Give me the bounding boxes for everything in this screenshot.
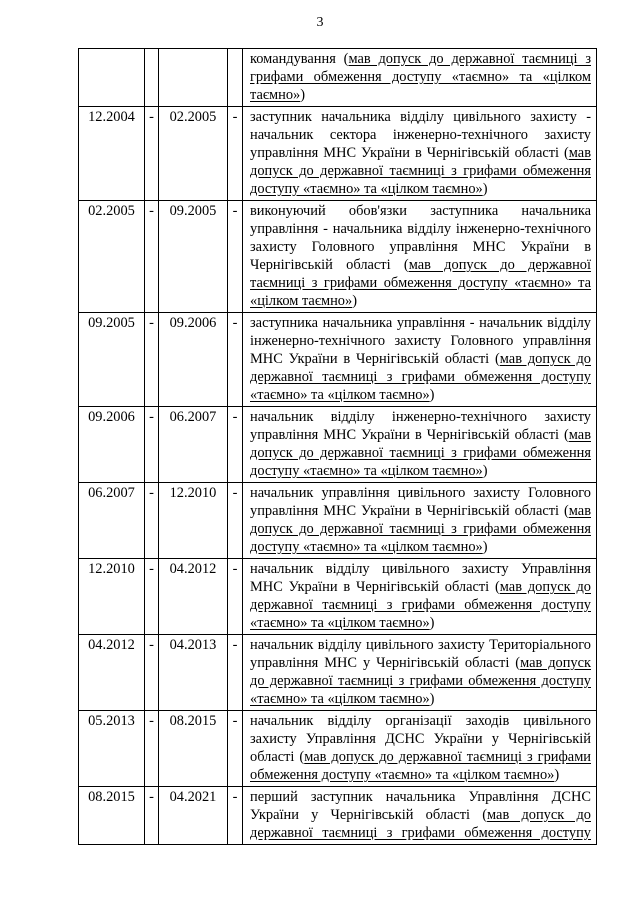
position-text-suffix: ) [300,87,306,103]
description-separator-cell: - [228,201,243,313]
date-from-cell: 02.2005 [79,201,145,313]
position-text: перший заступник начальника Управління ДСНС України у Чернігівській області ( [250,789,591,823]
position-text-suffix: ) [429,387,435,403]
date-from-cell [79,49,145,107]
date-separator-cell: - [145,559,159,635]
career-row [79,107,597,201]
date-from-cell: 04.2012 [79,635,145,711]
date-separator-cell: - [145,787,159,845]
date-separator-cell: - [145,483,159,559]
date-to-cell: 04.2013 [159,635,228,711]
career-row [79,635,597,711]
secrecy-clearance-underlined-text: мав допуск до державної таємниці з грифами обмеження доступу «таємно» та «цілком таємно» [250,579,591,631]
position-text: начальник відділу цивільного захисту Управління МНС України в Чернігівській області ( [250,561,591,595]
date-separator-cell: - [145,407,159,483]
position-description-cell [243,559,597,635]
career-row [79,483,597,559]
career-row [79,407,597,483]
date-to-cell: 12.2010 [159,483,228,559]
date-separator-cell: - [145,711,159,787]
career-row [79,49,597,107]
date-to-cell: 04.2021 [159,787,228,845]
description-separator-cell: - [228,407,243,483]
description-separator-cell: - [228,787,243,845]
description-separator-cell: - [228,711,243,787]
position-text: командування ( [250,51,349,67]
date-to-cell: 02.2005 [159,107,228,201]
date-to-cell: 08.2015 [159,711,228,787]
page-number: 3 [316,15,324,30]
date-separator-cell: - [145,313,159,407]
secrecy-clearance-underlined-text: мав допуск до державної таємниці з грифами обмеження доступу «таємно» та «цілком таємно» [250,503,591,555]
secrecy-clearance-underlined-text: мав допуск до державної таємниці з грифами обмеження доступу «таємно» та «цілком таємно» [250,351,591,403]
position-text-suffix: ) [482,181,488,197]
secrecy-clearance-underlined-text: мав допуск до державної таємниці з грифами обмеження доступу «таємно» та «цілком таємно» [250,257,592,309]
date-separator-cell: - [145,635,159,711]
date-from-cell: 12.2004 [79,107,145,201]
career-row [79,201,597,313]
position-description-cell [243,407,597,483]
date-from-cell: 08.2015 [79,787,145,845]
position-text-suffix: ) [482,539,488,555]
date-from-cell: 09.2005 [79,313,145,407]
position-description-cell [243,107,597,201]
description-separator-cell: - [228,559,243,635]
position-description-cell [243,787,597,845]
secrecy-clearance-underlined-text: мав допуск до державної таємниці з грифами обмеження доступу «таємно» та «цілком таємно» [250,145,591,197]
position-description-cell [243,635,597,711]
date-to-cell [159,49,228,107]
position-text-suffix: ) [352,293,357,309]
position-text: заступника начальника управління - начальник відділу інженерно-технічного захисту Головного управління МНС України в Чернігівській області ( [250,315,591,367]
date-to-cell: 06.2007 [159,407,228,483]
position-text-suffix: ) [429,615,435,631]
date-separator-cell: - [145,201,159,313]
position-text-suffix: ) [429,691,435,707]
date-from-cell: 09.2006 [79,407,145,483]
date-to-cell: 04.2012 [159,559,228,635]
position-description-cell [243,711,597,787]
position-text: начальник відділу цивільного захисту Територіального управління МНС у Чернігівській області ( [250,637,591,671]
date-to-cell: 09.2005 [159,201,228,313]
date-separator-cell: - [145,107,159,201]
position-description-cell [243,49,597,107]
position-text: заступник начальника відділу цивільного захисту - начальник сектора інженерно-технічного захисту управління МНС України в Чернігівській області ( [250,109,591,161]
secrecy-clearance-underlined-text: мав допуск до державної таємниці з грифами обмеження доступу «таємно» та «цілком таємно» [250,655,591,707]
position-description-cell [243,201,597,313]
date-from-cell: 12.2010 [79,559,145,635]
description-separator-cell: - [228,107,243,201]
secrecy-clearance-underlined-text: мав допуск до державної таємниці з грифами обмеження доступу «таємно» та «цілком таємно» [250,749,591,783]
secrecy-clearance-underlined-text: мав допуск до державної таємниці з грифами обмеження доступу «таємно» та «цілком таємно» [250,51,591,103]
date-to-cell: 09.2006 [159,313,228,407]
career-row [79,559,597,635]
career-history-table-body [79,49,597,845]
secrecy-clearance-underlined-text: мав допуск до державної таємниці з грифами обмеження доступу [250,807,591,841]
description-separator-cell [228,49,243,107]
position-description-cell [243,313,597,407]
description-separator-cell: - [228,483,243,559]
position-text-suffix: ) [554,767,560,783]
career-row [79,711,597,787]
description-separator-cell: - [228,313,243,407]
secrecy-clearance-underlined-text: мав допуск до державної таємниці з грифами обмеження доступу «таємно» та «цілком таємно» [250,427,591,479]
position-text: начальник відділу інженерно-технічного захисту управління МНС України в Чернігівській області ( [250,409,591,443]
career-history-table [78,48,597,845]
date-from-cell: 06.2007 [79,483,145,559]
position-text: начальник відділу організації заходів цивільного захисту Управління ДСНС України у Чернігівській області ( [250,713,591,765]
career-row [79,313,597,407]
position-text-suffix: ) [482,463,488,479]
career-row [79,787,597,845]
date-from-cell: 05.2013 [79,711,145,787]
position-description-cell [243,483,597,559]
description-separator-cell: - [228,635,243,711]
position-text: виконуючий обов'язки заступника начальника управління - начальника відділу інженерно-технічного захисту Головного управління МНС України в Чернігівській області ( [250,203,591,273]
date-separator-cell [145,49,159,107]
position-text: начальник управління цивільного захисту Головного управління МНС України в Чернігівській області ( [250,485,591,519]
